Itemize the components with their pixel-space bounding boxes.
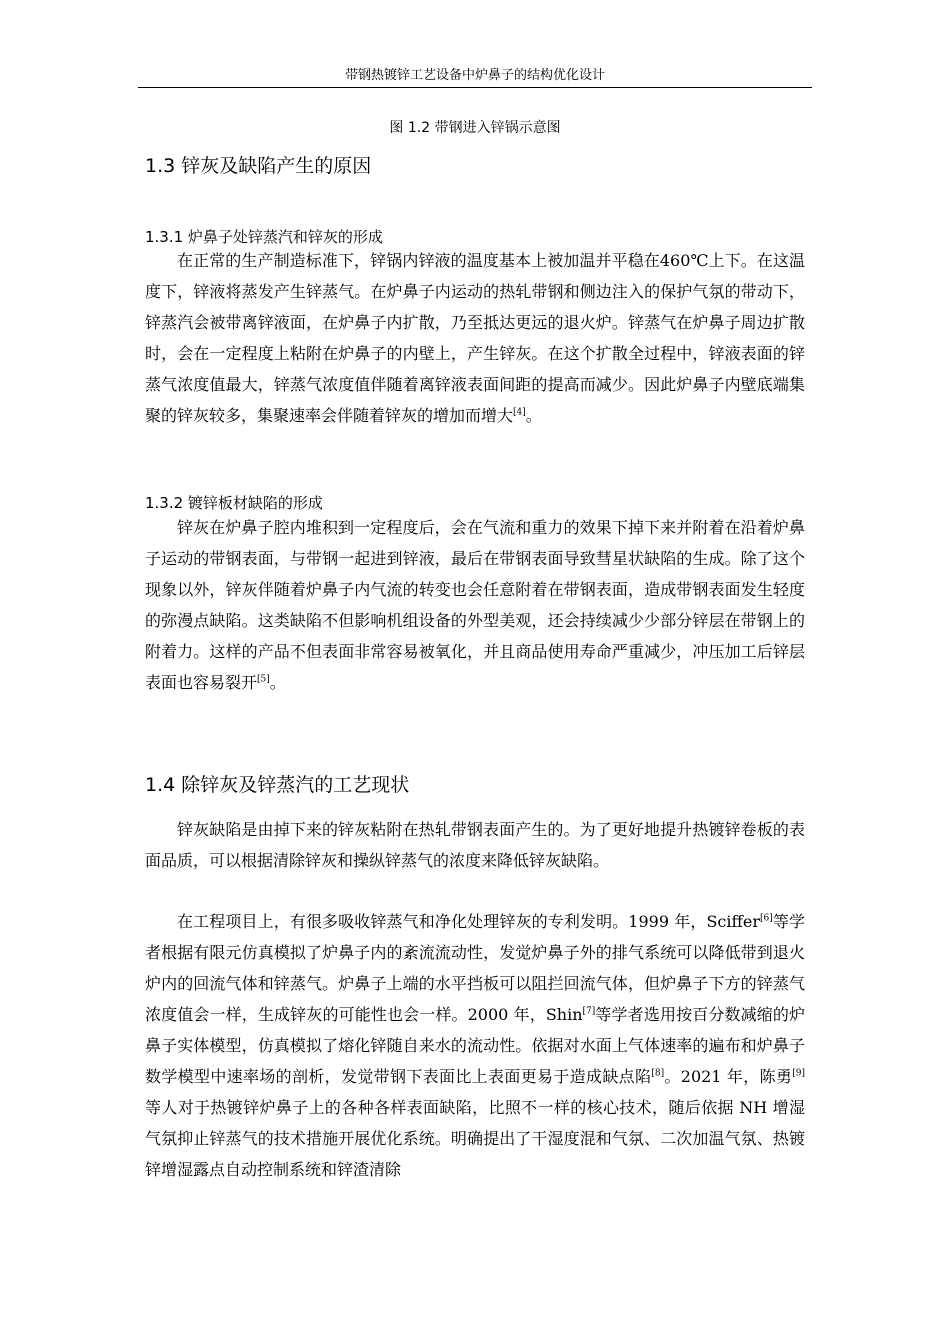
paragraph-text: 等学者选用按百分数减缩的炉鼻子实体模型，仿真模拟了熔化锌随自来水的流动性。依据对水面上气体速率的遍布和炉鼻子数学模型中速率场的剖析，发觉带钢下表面比上表面更易于造成缺点陷 <box>145 1005 805 1086</box>
paragraph-1-3-2 <box>145 512 805 698</box>
citation-ref: [8] <box>651 1068 665 1079</box>
page-header: 带钢热镀锌工艺设备中炉鼻子的结构优化设计 <box>344 68 605 83</box>
citation-ref: [4] <box>513 407 526 418</box>
paragraph-1-4-b <box>145 906 805 1185</box>
paragraph-text: 锌灰在炉鼻子腔内堆积到一定程度后，会在气流和重力的效果下掉下来并附着在沿着炉鼻子运动的带钢表面，与带钢一起进到锌液，最后在带钢表面导致彗星状缺陷的生成。除了这个现象以外，锌灰伴随着炉鼻子内气流的转变也会任意附着在带钢表面，造成带钢表面发生轻度的弥漫点缺陷。这类缺陷不但影响机组设备的外型美观，还会持续减少少部分锌层在带钢上的附着力。这样的产品不但表面非常容易被氧化，并且商品使用寿命严重减少，冲压加工后锌层表面也容易裂开 <box>145 518 805 692</box>
header-divider <box>138 87 812 88</box>
subsection-heading-1-3-1: 1.3.1 炉鼻子处锌蒸汽和锌灰的形成 <box>145 228 383 246</box>
subsection-heading-1-3-2: 1.3.2 镀锌板材缺陷的形成 <box>145 494 323 512</box>
paragraph-1-4-a: 锌灰缺陷是由掉下来的锌灰粘附在热轧带钢表面产生的。为了更好地提升热镀锌卷板的表面品质，可以根据清除锌灰和操纵锌蒸气的浓度来降低锌灰缺陷。 <box>145 820 805 870</box>
citation-ref: [6] <box>759 913 773 924</box>
paragraph-text: 在正常的生产制造标准下，锌锅内锌液的温度基本上被加温并平稳在460℃上下。在这温度下，锌液将蒸发产生锌蒸气。在炉鼻子内运动的热轧带钢和侧边注入的保护气氛的带动下，锌蒸汽会被带离锌液面，在炉鼻子内扩散，乃至抵达更远的退火炉。锌蒸气在炉鼻子周边扩散时，会在一定程度上粘附在炉鼻子的内壁上，产生锌灰。在这个扩散全过程中，锌液表面的锌蒸气浓度值最大，锌蒸气浓度值伴随着离锌液表面间距的提高而减少。因此炉鼻子内壁底端集聚的锌灰较多，集聚速率会伴随着锌灰的增加而增大 <box>145 251 805 425</box>
paragraph-text: 等人对于热镀锌炉鼻子上的各种各样表面缺陷，比照不一样的核心技术，随后依据 NH 增湿气氛抑止锌蒸气的技术措施开展优化系统。明确提出了干湿度混和气氛、二次加温气氛、热镀锌增湿露点自动控制系统和锌渣清除 <box>145 1098 805 1179</box>
paragraph-end: 。 <box>269 673 286 692</box>
paragraph-text: 。2021 年，陈勇 <box>664 1067 793 1086</box>
paragraph-end: 。 <box>525 406 542 425</box>
paragraph-text: 在工程项目上，有很多吸收锌蒸气和净化处理锌灰的专利发明。1999 年，Sciffer <box>177 912 760 931</box>
citation-ref: [5] <box>257 674 270 685</box>
paragraph-text: 等学者根据有限元仿真模拟了炉鼻子内的紊流流动性，发觉炉鼻子外的排气系统可以降低带到退火炉内的回流气体和锌蒸气。炉鼻子上端的水平挡板可以阻拦回流气体，但炉鼻子下方的锌蒸气浓度值会一样，生成锌灰的可能性也会一样。2000 年，Shin <box>145 912 805 1024</box>
section-heading-1-3: 1.3 锌灰及缺陷产生的原因 <box>145 155 372 177</box>
citation-ref: [9] <box>792 1068 805 1079</box>
paragraph-1-3-1 <box>145 245 805 431</box>
figure-caption: 图 1.2 带钢进入锌锅示意图 <box>389 120 561 136</box>
citation-ref: [7] <box>582 1006 596 1017</box>
section-heading-1-4: 1.4 除锌灰及锌蒸汽的工艺现状 <box>145 774 410 796</box>
